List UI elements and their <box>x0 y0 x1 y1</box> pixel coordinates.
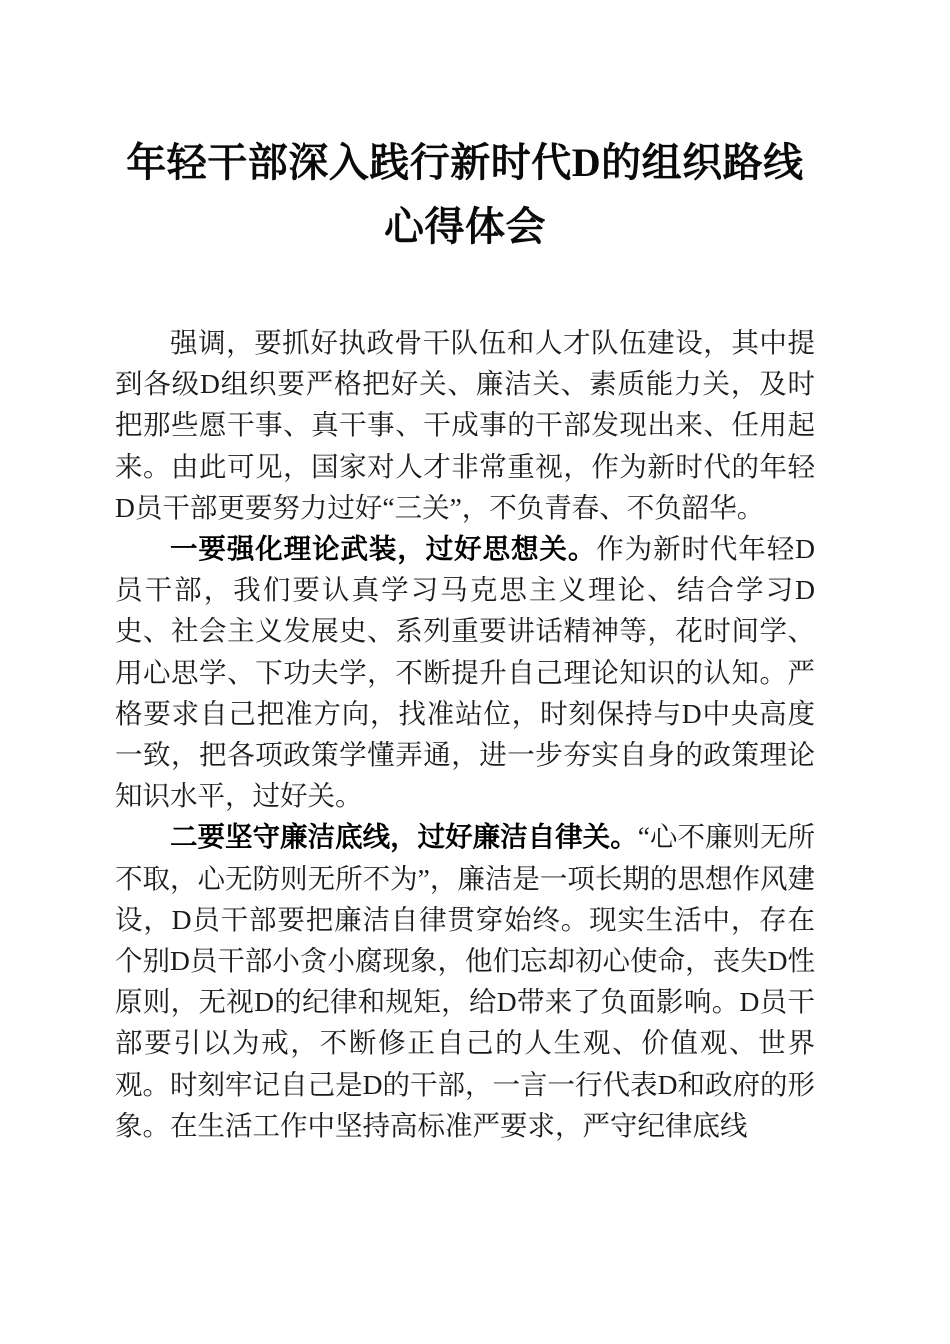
paragraph-point-two <box>115 816 815 1146</box>
document-body <box>115 322 815 1146</box>
paragraph-point-two-lead: 二要坚守廉洁底线，过好廉洁自律关。 <box>170 821 638 853</box>
paragraph-intro-text: 强调，要抓好执政骨干队伍和人才队伍建设，其中提到各级D组织要严格把好关、廉洁关、素质能力关，及时把那些愿干事、真干事、干成事的干部发现出来、任用起来。由此可见，国家对人才非常重视，作为新时代的年轻D员干部更要努力过好“三关”，不负青春、不负韶华。 <box>115 327 815 523</box>
paragraph-point-one <box>115 528 815 816</box>
paragraph-point-one-lead: 一要强化理论武装，过好思想关。 <box>170 533 597 565</box>
page-title: 年轻干部深入践行新时代D的组织路线心得体会 <box>126 139 804 249</box>
paragraph-point-one-text: 作为新时代年轻D员干部，我们要认真学习马克思主义理论、结合学习D史、社会主义发展史、系列重要讲话精神等，花时间学、用心思学、下功夫学，不断提升自己理论知识的认知。严格要求自己把准方向，找准站位，时刻保持与D中央高度一致，把各项政策学懂弄通，进一步夯实自身的政策理论知识水平，过好关。 <box>115 533 816 812</box>
paragraph-intro <box>115 322 815 528</box>
paragraph-point-two-text: “心不廉则无所不取，心无防则无所不为”，廉洁是一项长期的思想作风建设，D员干部要把廉洁自律贯穿始终。现实生活中，存在个别D员干部小贪小腐现象，他们忘却初心使命，丧失D性原则，无视D的纪律和规矩，给D带来了负面影响。D员干部要引以为戒，不断修正自己的人生观、价值观、世界观。时刻牢记自己是D的干部，一言一行代表D和政府的形象。在生活工作中坚持高标准严要求，严守纪律底线 <box>115 821 815 1141</box>
